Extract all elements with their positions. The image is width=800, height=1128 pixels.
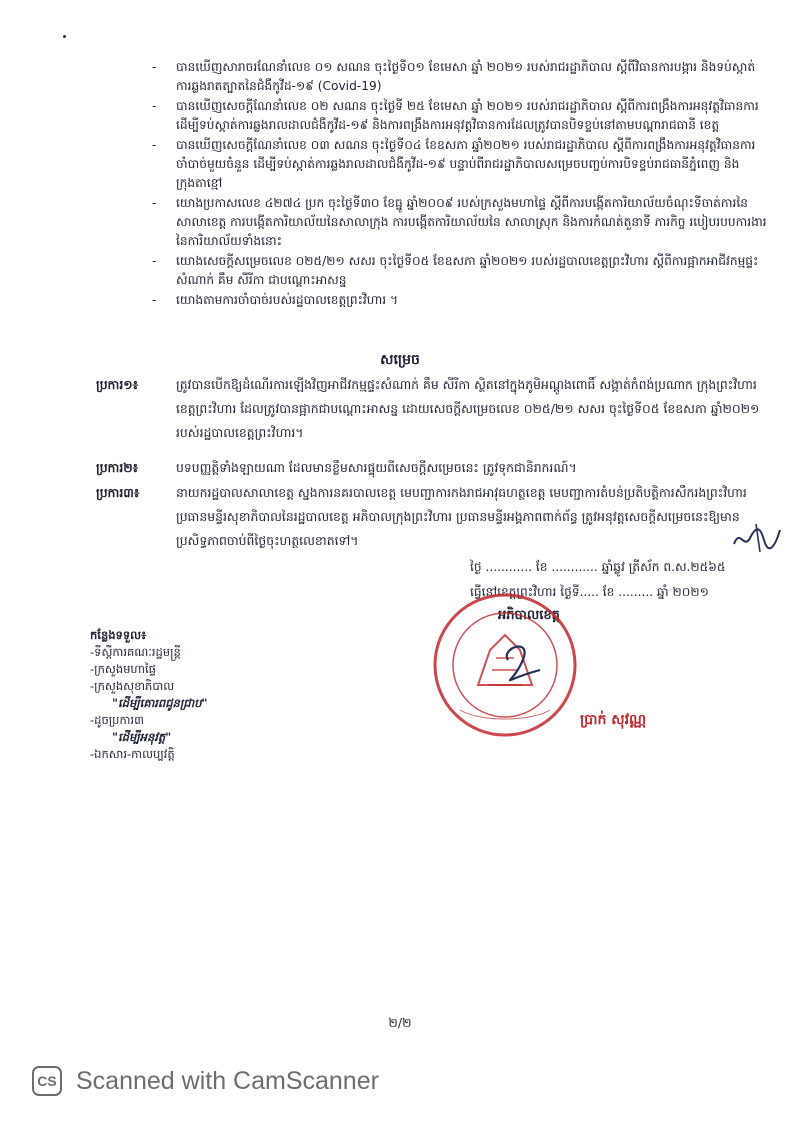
- decision-heading: សម្រេច: [380, 352, 420, 368]
- recipient-item: -ក្រសួងមហាផ្ទៃ: [90, 662, 156, 676]
- preamble-item: - បានឃើញសេចក្តីណែនាំលេខ ០២ សណន ចុះថ្ងៃទី ២៥ ខែមេសា ឆ្នាំ ២០២១ របស់រាជរដ្ឋាភិបាល ស្តីពីការពង្រឹងការអនុវត្តវិធានការដើម្បីទប់ស្កាត់ការឆ្លងរាលដាលជំងឺកូវីដ-១៩ និងការពង្រឹងការអនុវត្តវិធានការដែលត្រូវបានបិទខ្ទប់នៅតាមបណ្តារាជធានី ខេត្ត: [152, 99, 759, 132]
- camscanner-logo-icon: CS: [32, 1066, 62, 1096]
- signatory-title: អភិបាលខេត្ត: [498, 608, 560, 623]
- recipient-item: -ក្រសួងសុខាភិបាល: [90, 679, 175, 693]
- watermark-text: Scanned with CamScanner: [76, 1066, 379, 1095]
- recipients-block: [90, 627, 290, 763]
- preamble-item: - បានឃើញសេចក្តីណែនាំលេខ ០៣ សណន ចុះថ្ងៃទី០៤ ខែឧសភា ឆ្នាំ២០២១ របស់រាជរដ្ឋាភិបាល ស្តីពីការពង្រឹងការអនុវត្តវិធានការចាំបាច់មួយចំនួន ដើម្បីទប់ស្កាត់ការឆ្លងរាលដាលជំងឺកូវីដ-១៩ បន្ទាប់ពីរាជរដ្ឋាភិបាលសម្រេចបញ្ចប់ការបិទខ្ទប់រាជធានីភ្នំពេញ និងក្រុងតាខ្មៅ: [152, 138, 756, 190]
- preamble-item: - យោងសេចក្តីសម្រេចលេខ ០២៥/២១ សសរ ចុះថ្ងៃទី០៥ ខែឧសភា ឆ្នាំ២០២១ របស់រដ្ឋបាលខេត្តព្រះវិហារ ស្តីពីការផ្អាកអាជីវកម្មផ្ទះសំណាក់ គឹម សីរីកា ជាបណ្តោះអាសន្ន: [152, 254, 759, 287]
- recipient-item: -ដូចប្រការ៣: [90, 713, 144, 727]
- article-text: នាយករដ្ឋបាលសាលាខេត្ត ស្នងការនគរបាលខេត្ត មេបញ្ជាការកងរាជអាវុធហត្ថខេត្ត មេបញ្ជាការតំបន់ប្រតិបត្តិការសឹករងព្រះវិហារ ប្រធានមន្ទីរសុខាភិបាលនៃរដ្ឋបាលខេត្ត អភិបាលក្រុងព្រះវិហារ ប្រធានមន្ទីរអង្គភាពពាក់ព័ន្ធ ត្រូវអនុវត្តសេចក្តីសម្រេចនេះឱ្យមានប្រសិទ្ធភាពចាប់ពីថ្ងៃចុះហត្ថលេខាតទៅ។: [176, 485, 747, 548]
- speck: [63, 35, 66, 38]
- preamble-item: - បានឃើញសារាចរណែនាំលេខ ០១ សណន ចុះថ្ងៃទី០១ ខែមេសា ឆ្នាំ ២០២១ របស់រាជរដ្ឋាភិបាល ស្តីពីវិធានការបង្ការ និងទប់ស្កាត់ការឆ្លងរាតត្បាតនៃជំងឺកូវីដ-១៩ (Covid-19): [152, 60, 756, 93]
- official-seal: [430, 590, 580, 740]
- article-label: ប្រការ១៖: [96, 377, 139, 392]
- article-1: [96, 373, 776, 445]
- article-text: ត្រូវបានបើកឱ្យដំណើរការឡើងវិញអាជីវកម្មផ្ទះសំណាក់ គឹម សីរីកា ស្ថិតនៅក្នុងភូមិអណ្តូងពោធិ៍ សង្កាត់កំពង់ប្រណាក ក្រុងព្រះវិហារ ខេត្តព្រះវិហារ ដែលត្រូវបានផ្អាកជាបណ្តោះអាសន្ន ដោយសេចក្តីសម្រេចលេខ ០២៥/២១ សសរ ចុះថ្ងៃទី០៥ ខែឧសភា ឆ្នាំ២០២១ របស់រដ្ឋបាលខេត្តព្រះវិហារ។: [176, 377, 760, 440]
- camscanner-watermark: [32, 1066, 379, 1096]
- article-label: ប្រការ៣៖: [96, 485, 140, 500]
- recipient-note: "ដើម្បីគោរពជូនជ្រាប": [112, 696, 208, 710]
- recipient-item: -ទីស្តីការគណៈរដ្ឋមន្ត្រី: [90, 645, 181, 659]
- preamble-item: - យោងប្រកាសលេខ ៤២៧៤ ប្រក ចុះថ្ងៃទី៣០ ខែធ្នូ ឆ្នាំ២០០៩ របស់ក្រសួងមហាផ្ទៃ ស្តីពីការបង្កើតការិយាល័យចំណុះទីចាត់ការនៃសាលាខេត្ត ការបង្កើតការិយាល័យនៃសាលាក្រុង ការបង្កើតការិយាល័យនៃ សាលាស្រុក និងការកំណត់តួនាទី ភារកិច្ច របៀបរបបការងារនៃការិយាល័យទាំងនោះ: [152, 196, 767, 248]
- lunar-date: ថ្ងៃ ............ ខែ ............ ឆ្នាំឆ្លូវ ត្រីស័ក ព.ស.២៥៦៥: [470, 560, 726, 574]
- initials-scribble: [730, 520, 785, 556]
- recipient-note: "ដើម្បីអនុវត្ត": [112, 730, 172, 744]
- article-3: [96, 481, 776, 553]
- preamble-list: [150, 58, 770, 311]
- recipient-item: -ឯកសារ-កាលប្បវត្តិ: [90, 747, 175, 761]
- article-2: [96, 456, 776, 480]
- signatory-name: ប្រាក់ សុវណ្ណ: [580, 712, 647, 728]
- article-label: ប្រការ២៖: [96, 460, 139, 475]
- preamble-item: - យោងតាមការចាំបាច់របស់រដ្ឋបាលខេត្តព្រះវិហារ ។: [152, 293, 399, 307]
- article-text: បទបញ្ញត្តិទាំងឡាយណា ដែលមានខ្លឹមសារផ្ទុយពីសេចក្តីសម្រេចនេះ ត្រូវទុកជានិរាករណ៍។: [176, 460, 577, 475]
- place-date: ធ្វើនៅខេត្តព្រះវិហារ ថ្ងៃទី..... ខែ ......... ឆ្នាំ ២០២១: [470, 585, 709, 599]
- recipients-title: កន្លែងទទួល៖: [90, 628, 147, 642]
- page-number: ២/២: [388, 1015, 412, 1030]
